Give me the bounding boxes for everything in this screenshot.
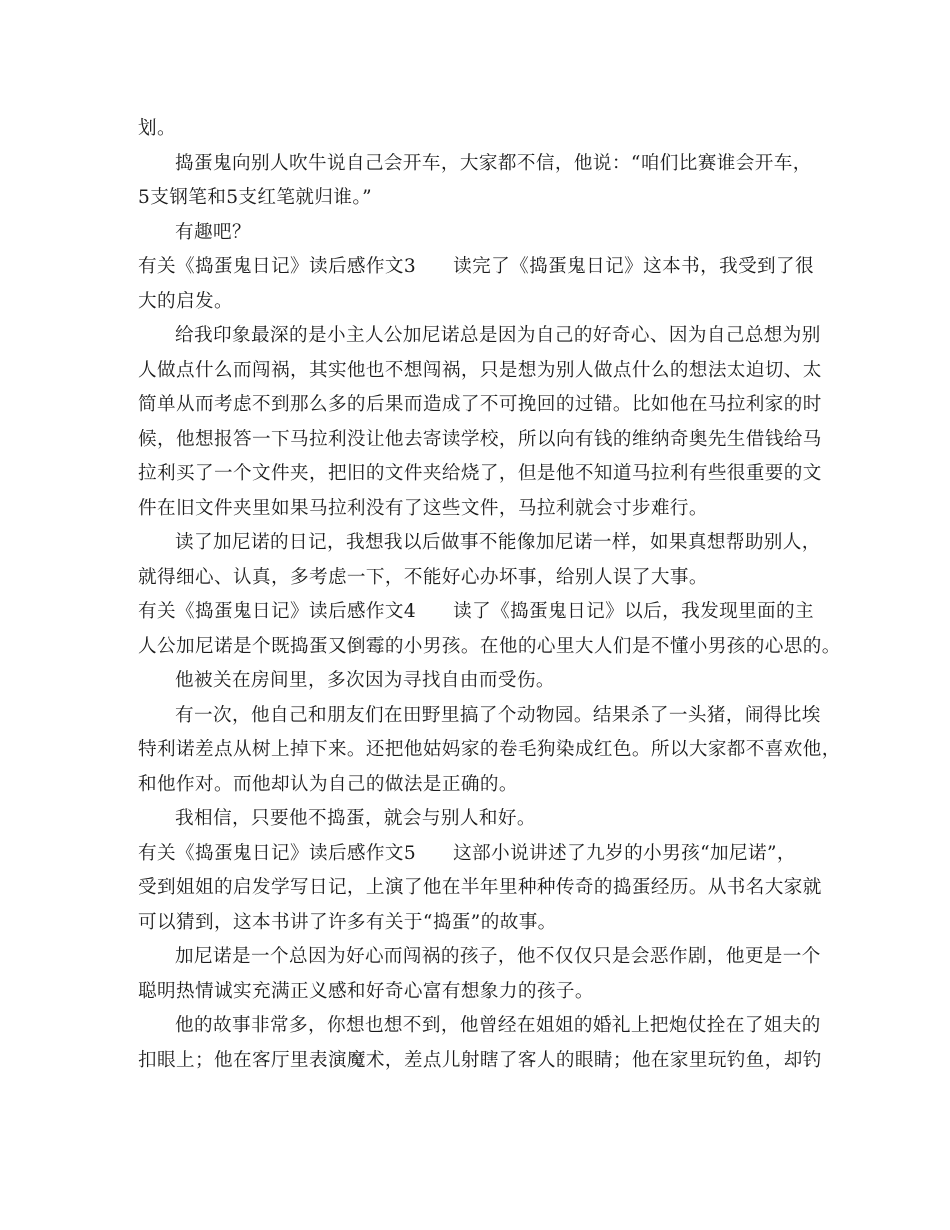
text-line: 捣蛋鬼向别人吹牛说自己会开车，大家都不信，他说：“咱们比赛谁会开车， bbox=[175, 152, 812, 174]
text-line: 5支钢笔和5支红笔就归谁。” bbox=[138, 187, 372, 208]
text-line: 特利诺差点从树上掉下来。还把他姑妈家的卷毛狗染成红色。所以大家都不喜欢他， bbox=[138, 739, 841, 760]
section-heading: 有关《捣蛋鬼日记》读后感作文4 bbox=[138, 601, 417, 622]
document-page bbox=[138, 112, 841, 1078]
text-line: 简单从而考虑不到那么多的后果而造成了不可挽回的过错。比如他在马拉利家的时 bbox=[138, 394, 822, 415]
text-line: 聪明热情诚实充满正义感和好奇心富有想象力的孩子。 bbox=[138, 980, 594, 1002]
text-line: 划。 bbox=[138, 118, 176, 139]
text-line: 候，他想报答一下马拉利没让他去寄读学校，所以向有钱的维纳奇奥先生借钱给马 bbox=[138, 428, 822, 450]
text-line: 件在旧文件夹里如果马拉利没有了这些文件，马拉利就会寸步难行。 bbox=[138, 497, 708, 519]
text-line: 拉利买了一个文件夹，把旧的文件夹给烧了，但是他不知道马拉利有些很重要的文 bbox=[138, 463, 822, 484]
text-line: 和他作对。而他却认为自己的做法是正确的。 bbox=[138, 773, 518, 795]
text-line: 有趣吧？ bbox=[175, 221, 251, 243]
text-line: 加尼诺是一个总因为好心而闯祸的孩子，他不仅仅只是会恶作剧，他更是一个 bbox=[175, 946, 821, 967]
section-heading: 有关《捣蛋鬼日记》读后感作文3 bbox=[138, 256, 417, 277]
section-heading: 有关《捣蛋鬼日记》读后感作文5 bbox=[138, 842, 417, 864]
section-heading-line bbox=[138, 595, 828, 630]
text-line: 给我印象最深的是小主人公加尼诺总是因为自己的好奇心、因为自己总想为别 bbox=[175, 325, 821, 346]
text-line: 可以猜到，这本书讲了许多有关于“捣蛋”的故事。 bbox=[138, 911, 557, 933]
text-line-content: 这部小说讲述了九岁的小男孩“加尼诺”， bbox=[453, 842, 796, 864]
text-line: 他的故事非常多，你想也想不到，他曾经在姐姐的婚礼上把炮仗拴在了姐夫的 bbox=[175, 1015, 821, 1036]
text-line: 有一次，他自己和朋友们在田野里搞了个动物园。结果杀了一头猪，闹得比埃 bbox=[175, 704, 821, 726]
text-line: 受到姐姐的启发学写日记，上演了他在半年里种种传奇的捣蛋经历。从书名大家就 bbox=[138, 877, 822, 898]
text-line: 我相信，只要他不捣蛋，就会与别人和好。 bbox=[175, 808, 536, 829]
text-line-content: 读完了《捣蛋鬼日记》这本书，我受到了很 bbox=[453, 256, 815, 277]
text-line-content: 读了《捣蛋鬼日记》以后，我发现里面的主 bbox=[453, 601, 815, 622]
text-line: 读了加尼诺的日记，我想我以后做事不能像加尼诺一样，如果真想帮助别人， bbox=[175, 532, 821, 553]
text-line: 大的启发。 bbox=[138, 290, 233, 312]
text-line: 人做点什么而闯祸，其实他也不想闯祸，只是想为别人做点什么的想法太迫切、太 bbox=[138, 359, 822, 381]
text-line: 人公加尼诺是个既捣蛋又倒霉的小男孩。在他的心里大人们是不懂小男孩的心思的。 bbox=[138, 635, 841, 657]
section-heading-line bbox=[138, 250, 828, 285]
section-heading-line bbox=[138, 837, 828, 872]
text-line: 扣眼上；他在客厅里表演魔术，差点儿射瞎了客人的眼睛；他在家里玩钓鱼，却钓 bbox=[138, 1049, 822, 1071]
text-line: 他被关在房间里，多次因为寻找自由而受伤。 bbox=[175, 670, 555, 691]
text-line: 就得细心、认真，多考虑一下，不能好心办坏事，给别人误了大事。 bbox=[138, 566, 708, 588]
